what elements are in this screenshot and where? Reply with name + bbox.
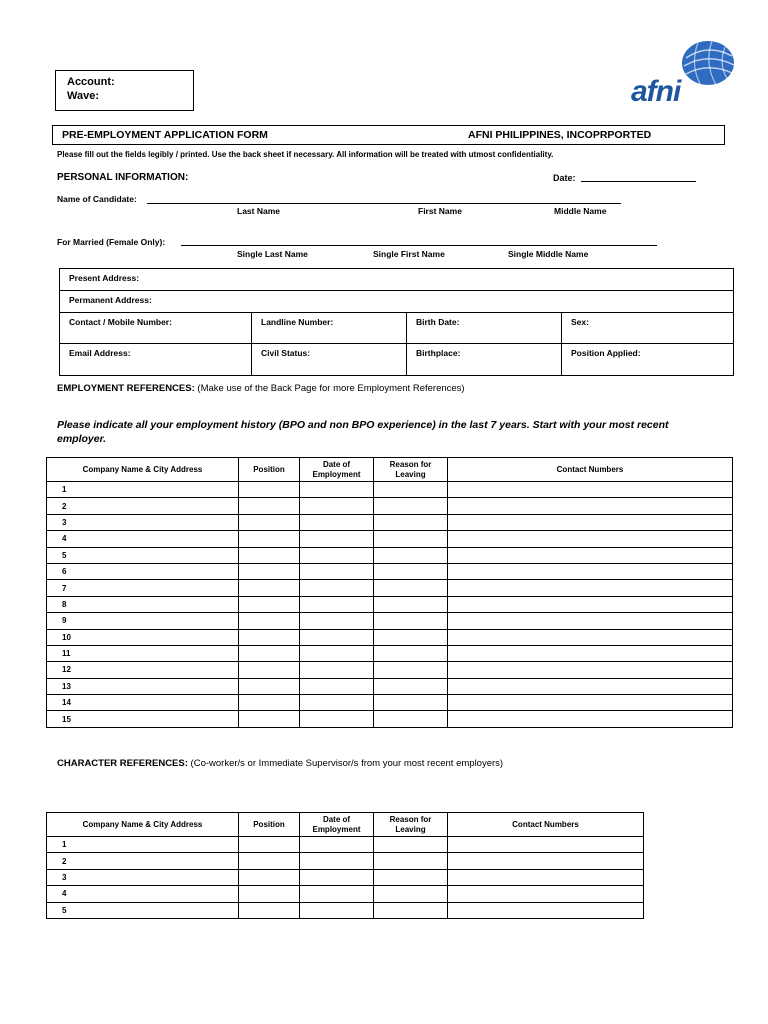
date-field[interactable] xyxy=(581,181,696,182)
table-row xyxy=(47,563,733,579)
column-header: Date of Employment xyxy=(300,458,374,482)
table-cell[interactable] xyxy=(374,613,448,629)
table-cell[interactable] xyxy=(374,514,448,530)
table-cell[interactable] xyxy=(448,869,644,885)
table-cell[interactable] xyxy=(300,886,374,902)
character-table xyxy=(46,812,644,919)
column-header: Company Name & City Address xyxy=(47,458,239,482)
permanent-address-field[interactable]: Permanent Address: xyxy=(60,291,734,313)
table-cell[interactable] xyxy=(448,613,733,629)
table-cell[interactable] xyxy=(300,853,374,869)
row-number[interactable]: 1 xyxy=(47,837,239,853)
table-cell[interactable] xyxy=(239,695,300,711)
middle-name-caption: Middle Name xyxy=(554,206,607,216)
table-cell[interactable] xyxy=(300,645,374,661)
table-row xyxy=(47,514,733,530)
table-cell[interactable] xyxy=(239,629,300,645)
table-cell[interactable] xyxy=(300,695,374,711)
row-number[interactable]: 7 xyxy=(47,580,239,596)
table-row xyxy=(47,547,733,563)
table-row xyxy=(47,596,733,612)
table-cell[interactable] xyxy=(374,853,448,869)
row-number[interactable]: 4 xyxy=(47,886,239,902)
table-cell[interactable] xyxy=(300,869,374,885)
column-header: Date of Employment xyxy=(300,813,374,837)
table-cell[interactable] xyxy=(300,629,374,645)
table-cell[interactable] xyxy=(448,886,644,902)
married-label: For Married (Female Only): xyxy=(57,237,166,247)
landline-field[interactable]: Landline Number: xyxy=(252,313,407,344)
column-header: Contact Numbers xyxy=(448,813,644,837)
row-number[interactable]: 4 xyxy=(47,531,239,547)
table-cell[interactable] xyxy=(239,711,300,727)
row-number[interactable]: 5 xyxy=(47,547,239,563)
table-cell[interactable] xyxy=(239,482,300,498)
table-cell[interactable] xyxy=(300,563,374,579)
table-row xyxy=(47,711,733,727)
employment-header-row xyxy=(47,458,733,482)
table-cell[interactable] xyxy=(374,902,448,918)
table-cell[interactable] xyxy=(448,695,733,711)
table-cell[interactable] xyxy=(374,596,448,612)
table-cell[interactable] xyxy=(448,837,644,853)
email-field[interactable]: Email Address: xyxy=(60,344,252,376)
table-cell[interactable] xyxy=(374,837,448,853)
table-cell[interactable] xyxy=(374,886,448,902)
position-applied-field[interactable]: Position Applied: xyxy=(562,344,734,376)
table-cell[interactable] xyxy=(448,629,733,645)
employment-table xyxy=(46,457,733,728)
afni-logo xyxy=(628,38,740,110)
sex-field[interactable]: Sex: xyxy=(562,313,734,344)
character-note: (Co-worker/s or Immediate Supervisor/s from your most recent employers) xyxy=(187,758,504,769)
birthplace-field[interactable]: Birthplace: xyxy=(407,344,562,376)
table-cell[interactable] xyxy=(448,580,733,596)
table-cell[interactable] xyxy=(239,547,300,563)
row-number[interactable]: 15 xyxy=(47,711,239,727)
birth-date-field[interactable]: Birth Date: xyxy=(407,313,562,344)
employment-note: (Make use of the Back Page for more Employment References) xyxy=(194,383,465,394)
row-number[interactable]: 8 xyxy=(47,596,239,612)
married-name-field[interactable] xyxy=(181,245,657,246)
table-row xyxy=(47,678,733,694)
table-cell[interactable] xyxy=(374,695,448,711)
employment-heading: EMPLOYMENT REFERENCES: xyxy=(57,383,195,394)
row-number[interactable]: 12 xyxy=(47,662,239,678)
table-row xyxy=(47,580,733,596)
table-cell[interactable] xyxy=(300,531,374,547)
table-cell[interactable] xyxy=(448,547,733,563)
table-row xyxy=(47,837,644,853)
row-number[interactable]: 1 xyxy=(47,482,239,498)
table-row xyxy=(47,613,733,629)
row-number[interactable]: 13 xyxy=(47,678,239,694)
table-cell[interactable] xyxy=(374,645,448,661)
candidate-name-label: Name of Candidate: xyxy=(57,194,137,204)
table-cell[interactable] xyxy=(374,629,448,645)
row-number[interactable]: 14 xyxy=(47,695,239,711)
table-row xyxy=(47,853,644,869)
table-cell[interactable] xyxy=(239,886,300,902)
table-cell[interactable] xyxy=(448,662,733,678)
table-row xyxy=(47,662,733,678)
table-cell[interactable] xyxy=(374,547,448,563)
character-body xyxy=(47,837,644,919)
character-heading: CHARACTER REFERENCES: xyxy=(57,758,188,769)
character-header-row xyxy=(47,813,644,837)
table-cell[interactable] xyxy=(239,531,300,547)
row-number[interactable]: 2 xyxy=(47,498,239,514)
table-cell[interactable] xyxy=(448,711,733,727)
instructions: Please fill out the fields legibly / printed. Use the back sheet if necessary. All information will be treated with utmost confidentiality. xyxy=(57,150,554,159)
table-row xyxy=(47,869,644,885)
table-cell[interactable] xyxy=(239,645,300,661)
table-cell[interactable] xyxy=(239,869,300,885)
table-cell[interactable] xyxy=(300,711,374,727)
table-row xyxy=(47,902,644,918)
column-header: Reason for Leaving xyxy=(374,813,448,837)
table-cell[interactable] xyxy=(374,662,448,678)
table-cell[interactable] xyxy=(300,514,374,530)
logo-wordmark: afni xyxy=(631,75,681,108)
table-cell[interactable] xyxy=(239,613,300,629)
table-cell[interactable] xyxy=(448,645,733,661)
table-cell[interactable] xyxy=(239,837,300,853)
employment-instruction: Please indicate all your employment history (BPO and non BPO experience) in the last 7 years. Start with your most recent employer. xyxy=(57,419,669,445)
table-cell[interactable] xyxy=(374,498,448,514)
table-cell[interactable] xyxy=(300,837,374,853)
column-header: Company Name & City Address xyxy=(47,813,239,837)
table-cell[interactable] xyxy=(239,853,300,869)
table-cell[interactable] xyxy=(300,596,374,612)
table-cell[interactable] xyxy=(374,531,448,547)
table-cell[interactable] xyxy=(239,596,300,612)
table-cell[interactable] xyxy=(300,482,374,498)
table-cell[interactable] xyxy=(300,580,374,596)
single-last-caption: Single Last Name xyxy=(237,249,308,259)
table-cell[interactable] xyxy=(239,678,300,694)
employment-heading-line xyxy=(57,383,465,394)
table-cell[interactable] xyxy=(448,482,733,498)
table-cell[interactable] xyxy=(448,498,733,514)
table-cell[interactable] xyxy=(448,678,733,694)
table-row xyxy=(47,482,733,498)
table-row xyxy=(47,498,733,514)
personal-heading: PERSONAL INFORMATION: xyxy=(57,172,189,183)
civil-status-field[interactable]: Civil Status: xyxy=(252,344,407,376)
table-cell[interactable] xyxy=(448,853,644,869)
table-cell[interactable] xyxy=(374,580,448,596)
row-number[interactable]: 5 xyxy=(47,902,239,918)
table-cell[interactable] xyxy=(239,580,300,596)
employment-body xyxy=(47,482,733,728)
column-header: Position xyxy=(239,813,300,837)
first-name-caption: First Name xyxy=(418,206,462,216)
table-row xyxy=(47,645,733,661)
contact-mobile-field[interactable]: Contact / Mobile Number: xyxy=(60,313,252,344)
single-middle-caption: Single Middle Name xyxy=(508,249,589,259)
table-cell[interactable] xyxy=(239,498,300,514)
table-cell[interactable] xyxy=(374,869,448,885)
table-cell[interactable] xyxy=(300,902,374,918)
last-name-caption: Last Name xyxy=(237,206,280,216)
row-number[interactable]: 10 xyxy=(47,629,239,645)
row-number[interactable]: 3 xyxy=(47,869,239,885)
table-cell[interactable] xyxy=(300,613,374,629)
personal-details-grid xyxy=(59,268,734,376)
table-cell[interactable] xyxy=(448,531,733,547)
single-first-caption: Single First Name xyxy=(373,249,445,259)
row-number[interactable]: 9 xyxy=(47,613,239,629)
row-number[interactable]: 2 xyxy=(47,853,239,869)
table-cell[interactable] xyxy=(374,678,448,694)
present-address-field[interactable]: Present Address: xyxy=(60,269,734,291)
character-heading-line xyxy=(57,758,503,769)
table-cell[interactable] xyxy=(239,514,300,530)
company-name: AFNI PHILIPPINES, INCOPRPORTED xyxy=(468,129,652,141)
wave-label: Wave: xyxy=(67,90,99,102)
row-number[interactable]: 3 xyxy=(47,514,239,530)
row-number[interactable]: 6 xyxy=(47,563,239,579)
form-header xyxy=(52,125,725,145)
table-row xyxy=(47,695,733,711)
table-cell[interactable] xyxy=(300,662,374,678)
table-cell[interactable] xyxy=(374,563,448,579)
table-cell[interactable] xyxy=(239,662,300,678)
column-header: Reason for Leaving xyxy=(374,458,448,482)
table-cell[interactable] xyxy=(374,482,448,498)
table-row xyxy=(47,629,733,645)
table-cell[interactable] xyxy=(300,678,374,694)
column-header: Position xyxy=(239,458,300,482)
table-row xyxy=(47,531,733,547)
table-cell[interactable] xyxy=(448,902,644,918)
account-label: Account: xyxy=(67,76,115,88)
table-row xyxy=(47,886,644,902)
table-cell[interactable] xyxy=(448,563,733,579)
candidate-name-field[interactable] xyxy=(147,203,621,204)
row-number[interactable]: 11 xyxy=(47,645,239,661)
date-label: Date: xyxy=(553,173,576,183)
table-cell[interactable] xyxy=(448,596,733,612)
form-title: PRE-EMPLOYMENT APPLICATION FORM xyxy=(62,129,268,141)
table-cell[interactable] xyxy=(239,563,300,579)
table-cell[interactable] xyxy=(374,711,448,727)
account-box xyxy=(55,70,194,111)
column-header: Contact Numbers xyxy=(448,458,733,482)
table-cell[interactable] xyxy=(239,902,300,918)
table-cell[interactable] xyxy=(300,498,374,514)
table-cell[interactable] xyxy=(300,547,374,563)
table-cell[interactable] xyxy=(448,514,733,530)
